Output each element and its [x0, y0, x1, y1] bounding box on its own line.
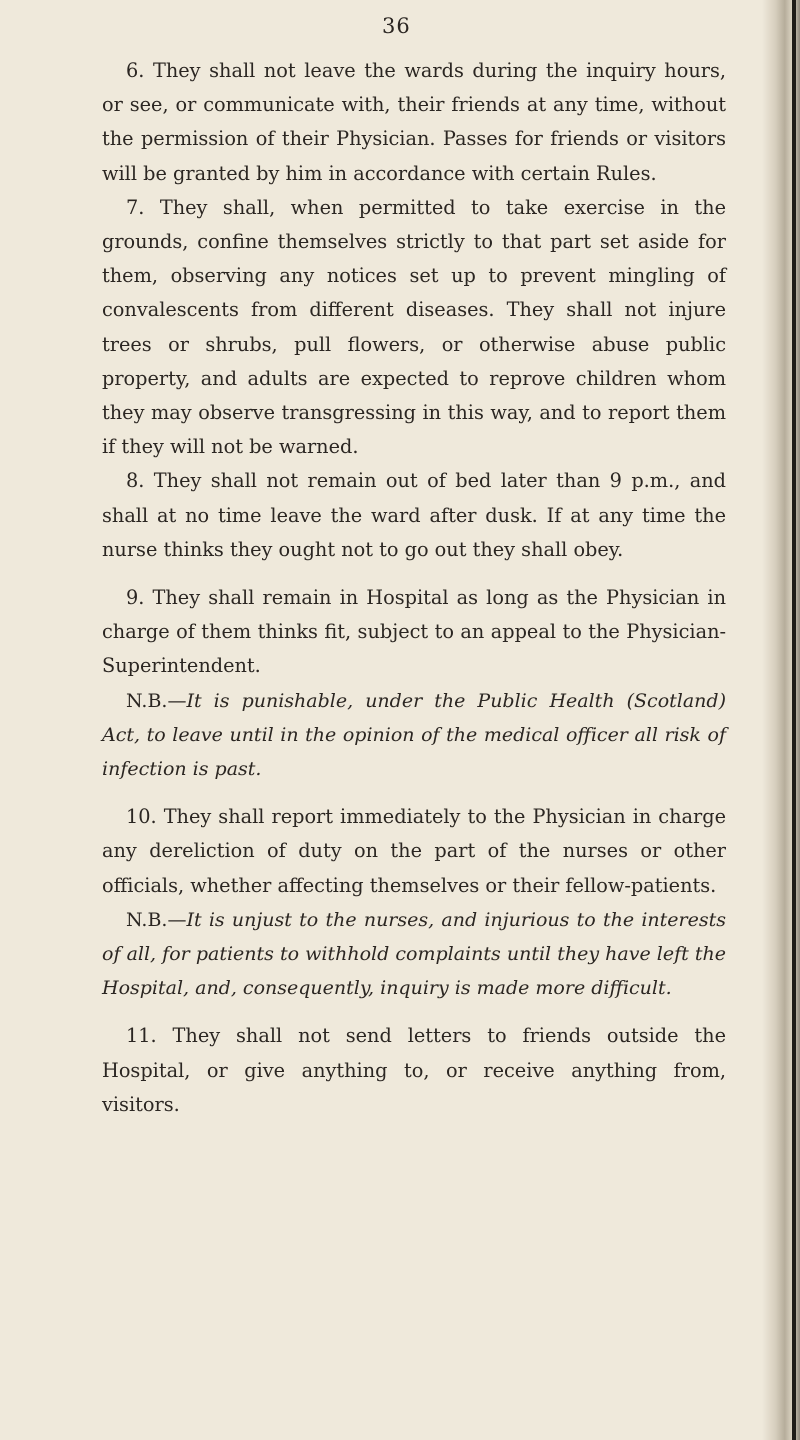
note-text: It is unjust to the nurses, and injurious to the interests of all, for patients to withhold complaints until they have left the Hospital, and, consequently, inquiry is made more difficult.: [102, 908, 726, 1000]
rule-8: 8. They shall not remain out of bed later than 9 p.m., and shall at no time leave the ward after dusk. If at any time the nurse thinks they ought not to go out they shall obey.: [102, 469, 726, 561]
rule-10: 10. They shall report immediately to the Physician in charge any dereliction of duty on the part of the nurses or other officials, whether affecting themselves or their fellow-patients.: [102, 805, 726, 897]
note-prefix: N.B.—: [126, 689, 187, 712]
page-edge-shadow: [792, 0, 796, 1440]
rule-7: 7. They shall, when permitted to take exercise in the grounds, confine themselves strictly to that part set aside for them, observing any notices set up to prevent mingling of convalescents from different diseases. They shall not injure trees or shrubs, pull flowers, or otherwise abuse public property, and adults are expected to reprove children whom they may observe transgressing in this way, and to report them if they will not be warned.: [102, 195, 726, 459]
rule-9: 9. They shall remain in Hospital as long as the Physician in charge of them thinks fit, subject to an appeal to the Physician-Superintendent.: [102, 586, 726, 678]
rules-content: [102, 54, 726, 1122]
note-rule-9: [102, 684, 726, 787]
rule-11: 11. They shall not send letters to friends outside the Hospital, or give anything to, or receive anything from, visitors.: [102, 1024, 726, 1116]
note-prefix: N.B.—: [126, 908, 187, 931]
note-text: It is punishable, under the Public Health (Scotland) Act, to leave until in the opinion of the medical officer all risk of infection is past.: [102, 689, 726, 781]
page-number: 36: [382, 14, 411, 38]
note-rule-10: [102, 903, 726, 1006]
rule-6: 6. They shall not leave the wards during the inquiry hours, or see, or communicate with, their friends at any time, without the permission of their Physician. Passes for friends or visitors will be granted by him in accordance with certain Rules.: [102, 59, 726, 185]
